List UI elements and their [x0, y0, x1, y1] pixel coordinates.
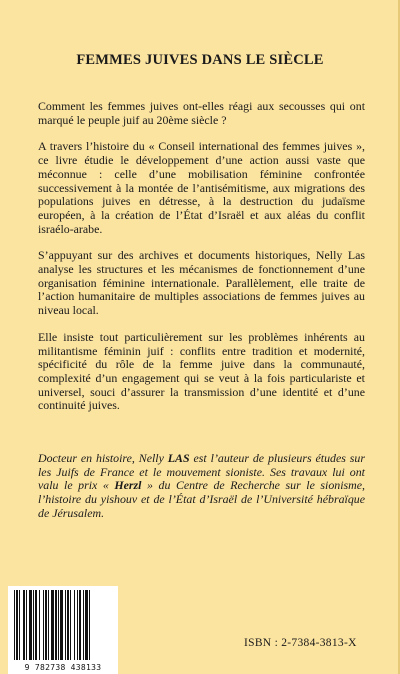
barcode-bar — [58, 590, 59, 660]
barcode-bar — [16, 590, 18, 660]
barcode-bar — [65, 590, 66, 660]
prize-name: Herzl — [114, 478, 142, 493]
barcode-bar — [45, 590, 47, 660]
barcode-bar — [26, 590, 27, 660]
barcode-bar — [74, 590, 75, 660]
barcode-bar — [48, 590, 49, 660]
bio-part-1: Docteur en histoire, Nelly — [38, 451, 168, 465]
barcode-bar — [67, 590, 69, 660]
barcode-bars — [8, 586, 118, 664]
barcode — [8, 586, 118, 674]
barcode-bar — [35, 590, 37, 660]
barcode-bar — [70, 590, 71, 660]
barcode-bar — [33, 590, 34, 660]
blurb-text — [38, 100, 365, 426]
barcode-number: 9 782738 438133 — [24, 663, 102, 672]
bio-part-2: est l’auteur de plusieurs études sur les Juifs de France et le mouvement sioniste. Ses travaux lui ont valu le prix « — [38, 451, 365, 493]
blurb-paragraph-3: S’appuyant sur des archives et documents historiques, Nelly Las analyse les structures et les mécanismes de fonctionnement d’une organisation féminine internationale. Parallèlement, elle traite de l’action humanitaire de multiples associations de femmes juives au niveau local. — [38, 248, 365, 318]
author-bio — [38, 452, 365, 521]
barcode-bar — [60, 590, 63, 660]
barcode-bar — [79, 590, 81, 660]
barcode-bar — [83, 590, 84, 660]
blurb-paragraph-4: Elle insiste tout particulièrement sur les problèmes inhérents au militantisme féminin juif : conflits entre tradition et modernité, spécificité du rôle de la femme juive dans la communauté, complexité d’un engagement qui se veut à la fois particulariste et universel, souci d’assurer la transmission d’une identité et d’une continuité juives. — [38, 329, 365, 413]
barcode-bar — [14, 590, 15, 660]
author-name: LAS — [167, 451, 190, 465]
barcode-bar — [77, 590, 78, 660]
barcode-bar — [89, 590, 90, 660]
barcode-bar — [43, 590, 44, 660]
barcode-bar — [85, 590, 88, 660]
barcode-bar — [55, 590, 57, 660]
barcode-bar — [19, 590, 20, 660]
blurb-paragraph-2: A travers l’histoire du « Conseil international des femmes juives », ce livre étudie le développement d’une action aussi vaste que méconnue : celle d’une mobilisation féminine confrontée successivement à la montée de l’antisémitisme, aux migrations des populations juives en détresse, à la destruction du judaïsme européen, à la création de l’État d’Israël et aux aléas du conflit israélo-arabe. — [38, 139, 365, 236]
barcode-bar — [23, 590, 25, 660]
blurb-paragraph-1: Comment les femmes juives ont-elles réagi aux secousses qui ont marqué le peuple juif au 20ème siècle ? — [38, 99, 365, 127]
barcode-bar — [29, 590, 32, 660]
bio-part-3: » du Centre de Recherche sur le sionisme, l’histoire du yishouv et de l’État d’Israël de l’Université hébraïque de Jérusalem. — [38, 478, 365, 520]
barcode-bar — [51, 590, 54, 660]
isbn-label: ISBN : 2-7384-3813-X — [244, 637, 357, 649]
author-bio-text — [38, 452, 365, 521]
book-title: FEMMES JUIVES DANS LE SIÈCLE — [76, 52, 324, 68]
barcode-bar — [39, 590, 40, 660]
